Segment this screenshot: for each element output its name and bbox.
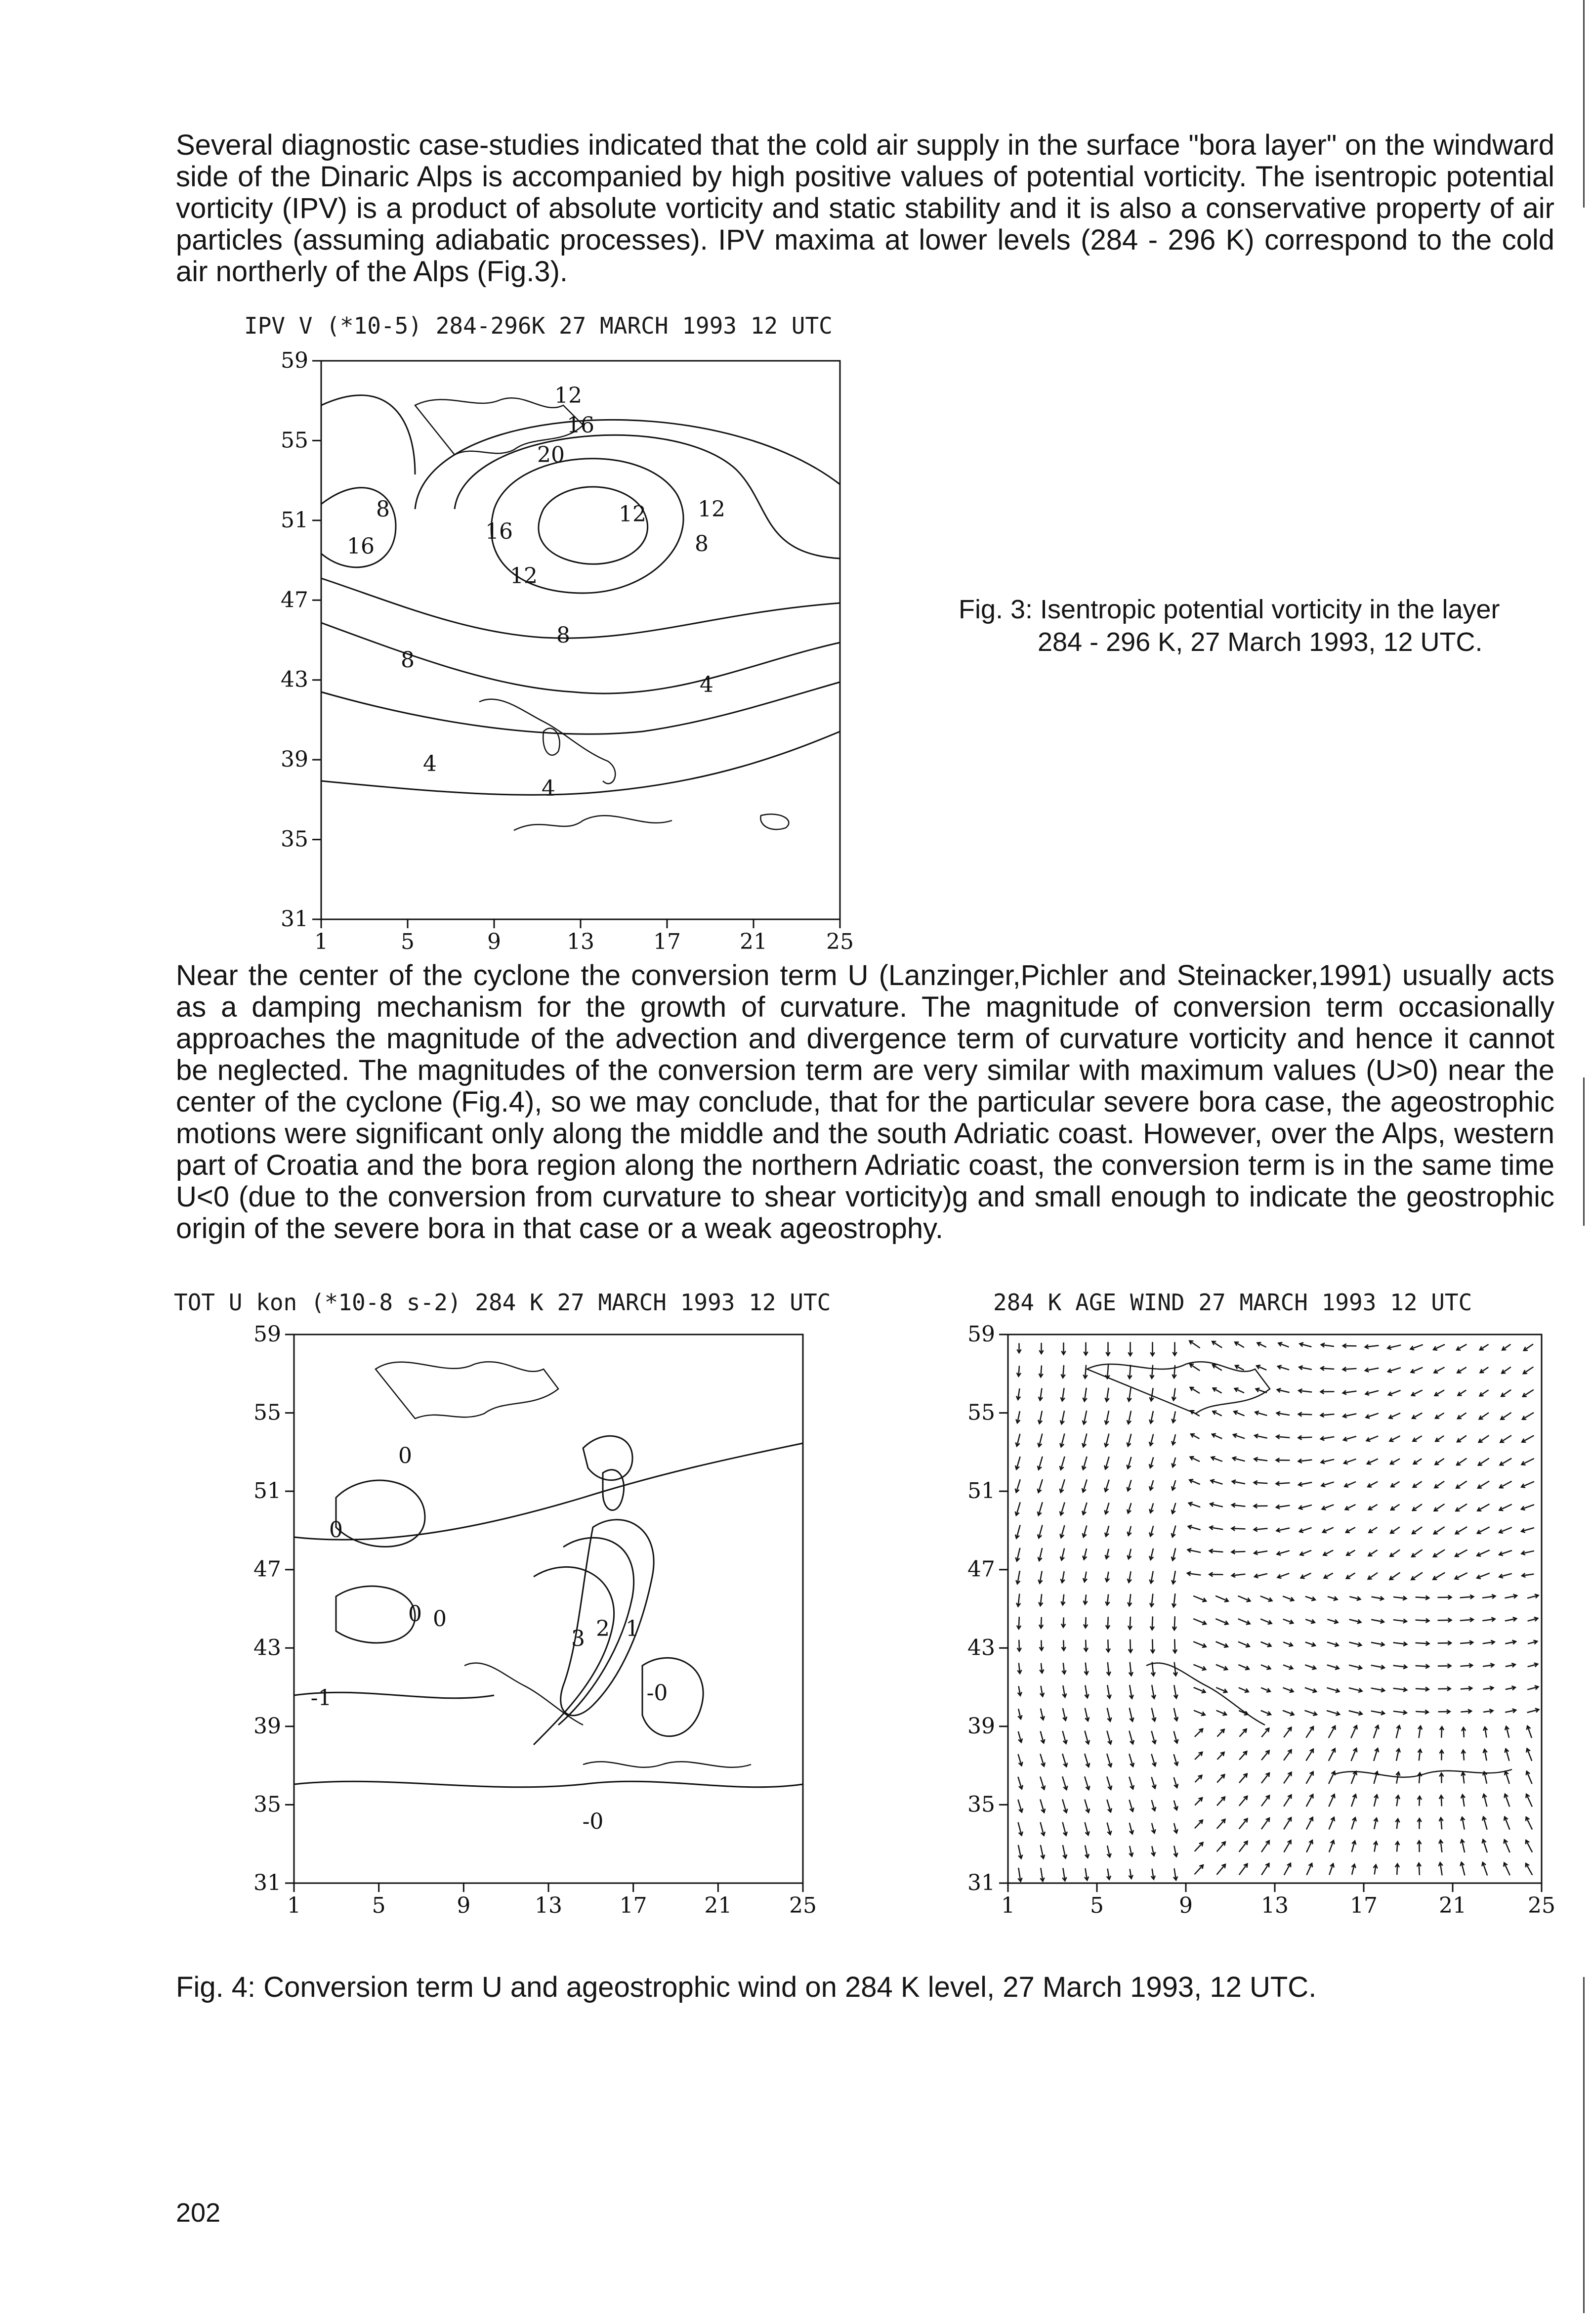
fig4a-contour-label: 3 xyxy=(571,1626,585,1651)
fig4b-wind-vector xyxy=(1261,1841,1269,1852)
fig4b-wind-vector xyxy=(1284,1727,1291,1737)
fig3-coastline-italy xyxy=(479,699,615,784)
fig4a-contour-label: -1 xyxy=(310,1685,332,1711)
fig3-y-tick-label: 43 xyxy=(281,667,308,692)
fig4b-wind-vector xyxy=(1217,1797,1225,1806)
fig4b-x-tick-label: 17 xyxy=(1350,1893,1378,1918)
fig4b-y-tick-label: 55 xyxy=(967,1400,995,1425)
fig3-frame xyxy=(321,361,840,919)
fig3-contour-label: 8 xyxy=(401,647,415,673)
fig4b-x-tick-label: 5 xyxy=(1090,1893,1104,1918)
fig3-y-tick-label: 47 xyxy=(281,587,308,613)
fig4b-wind-vector xyxy=(1239,1864,1248,1875)
fig4a-y-tick-label: 43 xyxy=(253,1635,281,1661)
fig4a-x-tick-label: 1 xyxy=(287,1893,301,1918)
fig4b-wind-vector xyxy=(1239,1774,1247,1783)
margin-scan-line xyxy=(1583,1077,1585,1226)
fig4a-contour-line xyxy=(583,1436,632,1480)
fig4b-y-tick-label: 39 xyxy=(967,1713,995,1739)
fig4b-wind-vector xyxy=(1284,1750,1291,1761)
fig4a-x-tick-label: 21 xyxy=(704,1893,732,1918)
fig4b-wind-vector xyxy=(1299,1437,1312,1438)
fig3-y-tick-label: 31 xyxy=(281,906,308,932)
fig4b-wind-vector xyxy=(1261,1751,1269,1760)
fig3-y-tick-label: 59 xyxy=(281,348,308,373)
fig3-coastline-crete xyxy=(760,814,789,829)
fig4b-wind-vector xyxy=(1239,1819,1248,1829)
fig3-x-tick-label: 13 xyxy=(567,929,594,954)
fig4a-y-tick-label: 55 xyxy=(253,1400,281,1425)
fig3-caption-line2: 284 - 296 K, 27 March 1993, 12 UTC. xyxy=(1038,627,1483,657)
fig4a-coastline-italy xyxy=(464,1663,583,1725)
fig3-contour-line xyxy=(321,578,840,638)
fig3-x-tick-label: 25 xyxy=(826,929,854,954)
fig4a-y-tick-label: 47 xyxy=(253,1556,281,1582)
fig4b-y-tick-label: 59 xyxy=(967,1322,995,1347)
fig4a-x-tick-label: 9 xyxy=(457,1893,471,1918)
fig3-coastline-africa xyxy=(514,816,672,830)
fig4b-y-tick-label: 31 xyxy=(967,1870,995,1895)
fig4a-contour-line xyxy=(294,1443,803,1540)
fig4b-x-tick-label: 13 xyxy=(1261,1893,1289,1918)
fig4b-frame xyxy=(1008,1334,1542,1883)
fig3-contour-label: 8 xyxy=(695,531,709,557)
fig4b-wind-vector xyxy=(1130,1617,1131,1630)
fig4b-wind-vector xyxy=(1411,1572,1423,1580)
fig4b-y-tick-label: 47 xyxy=(967,1556,995,1582)
fig4b-x-tick-label: 1 xyxy=(1001,1893,1015,1918)
fig3-title: IPV V (*10-5) 284-296K 27 MARCH 1993 12 UTC xyxy=(244,312,833,339)
fig3-contour-label: 12 xyxy=(698,497,725,522)
fig3-contour-label: 8 xyxy=(376,497,390,522)
fig4a-x-tick-label: 5 xyxy=(372,1893,386,1918)
fig4b-wind-vector xyxy=(1261,1796,1269,1807)
fig4b-y-tick-label: 35 xyxy=(967,1792,995,1817)
fig4b-x-tick-label: 21 xyxy=(1439,1893,1466,1918)
fig3-y-tick-label: 51 xyxy=(281,507,308,533)
fig4a-y-tick-label: 35 xyxy=(253,1792,281,1817)
fig3-y-tick-label: 35 xyxy=(281,826,308,852)
fig4-caption: Fig. 4: Conversion term U and ageostrophic wind on 284 K level, 27 March 1993, 12 UTC. xyxy=(176,1971,1317,2003)
fig4a-coastline-africa xyxy=(583,1762,751,1767)
fig3-contour-line xyxy=(321,623,840,693)
fig4b-wind-vector xyxy=(1232,1528,1246,1529)
fig3-contour-label: 4 xyxy=(700,672,713,697)
fig3-contour-label: 12 xyxy=(554,383,582,408)
fig3-contour-label: 8 xyxy=(556,623,570,648)
fig4a-x-tick-label: 13 xyxy=(535,1893,562,1918)
fig4a-y-tick-label: 51 xyxy=(253,1478,281,1504)
fig4a-contour-line xyxy=(294,1781,803,1787)
page-number: 202 xyxy=(176,2198,221,2228)
fig4b-wind-vector xyxy=(1299,1414,1312,1415)
fig3-x-tick-label: 5 xyxy=(401,929,415,954)
fig4b-wind-vector xyxy=(1152,1616,1153,1630)
fig3-y-tick-label: 39 xyxy=(281,747,308,773)
fig4b-wind-vector xyxy=(1306,1749,1313,1761)
fig3-y-tick-label: 55 xyxy=(281,428,308,453)
fig3-contour-label: 16 xyxy=(347,534,375,559)
fig4a-y-tick-label: 31 xyxy=(253,1870,281,1895)
fig3-contour-label: 12 xyxy=(510,563,538,589)
fig4b-wind-vector xyxy=(1195,1843,1203,1851)
fig3-caption xyxy=(959,593,1551,658)
fig4b-x-tick-label: 25 xyxy=(1528,1893,1555,1918)
fig4b-wind-vector xyxy=(1261,1863,1269,1875)
fig3-contour-label: 4 xyxy=(423,751,437,776)
fig3-contour-line xyxy=(321,682,840,734)
fig4b-wind-vector xyxy=(1152,1639,1153,1653)
fig3-contour-label: 16 xyxy=(567,413,594,438)
fig4b-wind-vector xyxy=(1217,1864,1225,1875)
fig4a-coastline-scandinavia xyxy=(376,1362,558,1419)
fig4a-y-tick-label: 59 xyxy=(253,1322,281,1347)
margin-scan-line xyxy=(1583,1977,1585,2313)
paragraph-ipv-intro: Several diagnostic case-studies indicated that the cold air supply in the surface "bora layer" on the windward side of the Dinaric Alps is accompanied by high positive values of potential vorticity. The isentropic potential vorticity (IPV) is a product of absolute vorticity and static stability and it is also a conservative property of air particles (assuming adiabatic processes). IPV maxima at lower levels (284 - 296 K) correspond to the cold air northerly of the Alps (Fig.3). xyxy=(176,129,1554,288)
fig4b-y-tick-label: 43 xyxy=(967,1635,995,1661)
fig3-contour-label: 12 xyxy=(619,502,646,527)
fig4b-wind-vector xyxy=(1261,1773,1269,1783)
fig4a-y-tick-label: 39 xyxy=(253,1713,281,1739)
fig3-caption-line1: Fig. 3: Isentropic potential vorticity in the layer xyxy=(959,595,1500,624)
fig4a-contour-line xyxy=(336,1480,425,1547)
fig4b-wind-vector xyxy=(1195,1729,1203,1737)
fig4b-wind-vector xyxy=(1261,1818,1269,1829)
fig4a-contour-line xyxy=(534,1567,614,1745)
fig4b-ageostrophic-wind-map xyxy=(959,1320,1566,1918)
fig4a-x-tick-label: 17 xyxy=(619,1893,647,1918)
fig4b-wind-vector xyxy=(1239,1841,1248,1852)
fig4a-contour-label: -0 xyxy=(646,1680,668,1706)
fig3-x-tick-label: 17 xyxy=(653,929,681,954)
fig4a-frame xyxy=(294,1334,803,1883)
fig3-ipv-map xyxy=(267,346,889,954)
fig4a-contour-line xyxy=(336,1586,415,1643)
fig3-contour-line xyxy=(321,395,415,474)
fig4a-contour-label: -0 xyxy=(582,1809,604,1834)
fig4b-wind-vector xyxy=(1284,1772,1291,1784)
fig4b-wind-vector xyxy=(1130,1639,1131,1653)
fig4a-contour-label: 0 xyxy=(408,1601,422,1627)
fig4b-wind-vector xyxy=(1232,1551,1246,1552)
fig3-contour-label: 20 xyxy=(537,442,565,468)
fig4b-wind-vector xyxy=(1217,1819,1225,1829)
fig4b-x-tick-label: 9 xyxy=(1179,1893,1193,1918)
fig4a-conversion-map xyxy=(237,1320,820,1918)
fig4a-title: TOT U kon (*10-8 s-2) 284 K 27 MARCH 1993 12 UTC xyxy=(174,1289,831,1316)
fig4a-x-tick-label: 25 xyxy=(789,1893,817,1918)
fig3-x-tick-label: 1 xyxy=(314,929,328,954)
fig4b-wind-vector xyxy=(1306,1726,1313,1738)
fig4b-wind-vector xyxy=(1239,1796,1247,1806)
fig4b-wind-vector xyxy=(1433,1549,1445,1556)
fig4a-contour-label: 0 xyxy=(329,1517,343,1543)
fig4b-wind-vector xyxy=(1284,1795,1291,1806)
fig4a-contour-label: 1 xyxy=(626,1616,639,1641)
margin-scan-line xyxy=(1583,0,1585,208)
fig4a-contour-label: 0 xyxy=(398,1443,412,1468)
paragraph-conversion-term: Near the center of the cyclone the conversion term U (Lanzinger,Pichler and Steinacker,1991) usually acts as a damping mechanism for the growth of curvature. The magnitude of conversion term occasionally approaches the magnitude of the advection and divergence term of curvature vorticity and hence it cannot be neglected. The magnitudes of the conversion term are very similar with maximum values (U>0) near the center of the cyclone (Fig.4), so we may conclude, that for the particular severe bora case, the ageostrophic motions were significant only along the middle and the south Adriatic coast. However, over the Alps, western part of Croatia and the bora region along the northern Adriatic coast, the conversion term is in the same time U<0 (due to the conversion from curvature to shear vorticity)g and small enough to indicate the geostrophic origin of the severe bora in that case or a weak ageostrophy. xyxy=(176,959,1554,1245)
fig3-contour-line xyxy=(321,732,840,795)
fig4a-contour-label: 0 xyxy=(433,1606,447,1632)
fig3-x-tick-label: 21 xyxy=(740,929,767,954)
fig3-contour-label: 16 xyxy=(485,519,513,544)
fig3-contour-label: 4 xyxy=(542,776,555,801)
fig4b-title: 284 K AGE WIND 27 MARCH 1993 12 UTC xyxy=(993,1289,1472,1316)
fig4a-contour-label: 2 xyxy=(596,1616,610,1641)
fig4b-wind-vector xyxy=(1217,1842,1225,1851)
fig4b-wind-vector xyxy=(1284,1817,1291,1829)
fig4b-wind-vector xyxy=(1195,1820,1203,1828)
fig4b-wind-vector xyxy=(1195,1865,1203,1874)
fig4b-wind-vector xyxy=(1174,1639,1175,1653)
fig4b-y-tick-label: 51 xyxy=(967,1478,995,1504)
fig4b-wind-vector xyxy=(1174,1616,1175,1630)
fig4b-coastline-italy xyxy=(1146,1663,1265,1725)
fig3-x-tick-label: 9 xyxy=(487,929,501,954)
